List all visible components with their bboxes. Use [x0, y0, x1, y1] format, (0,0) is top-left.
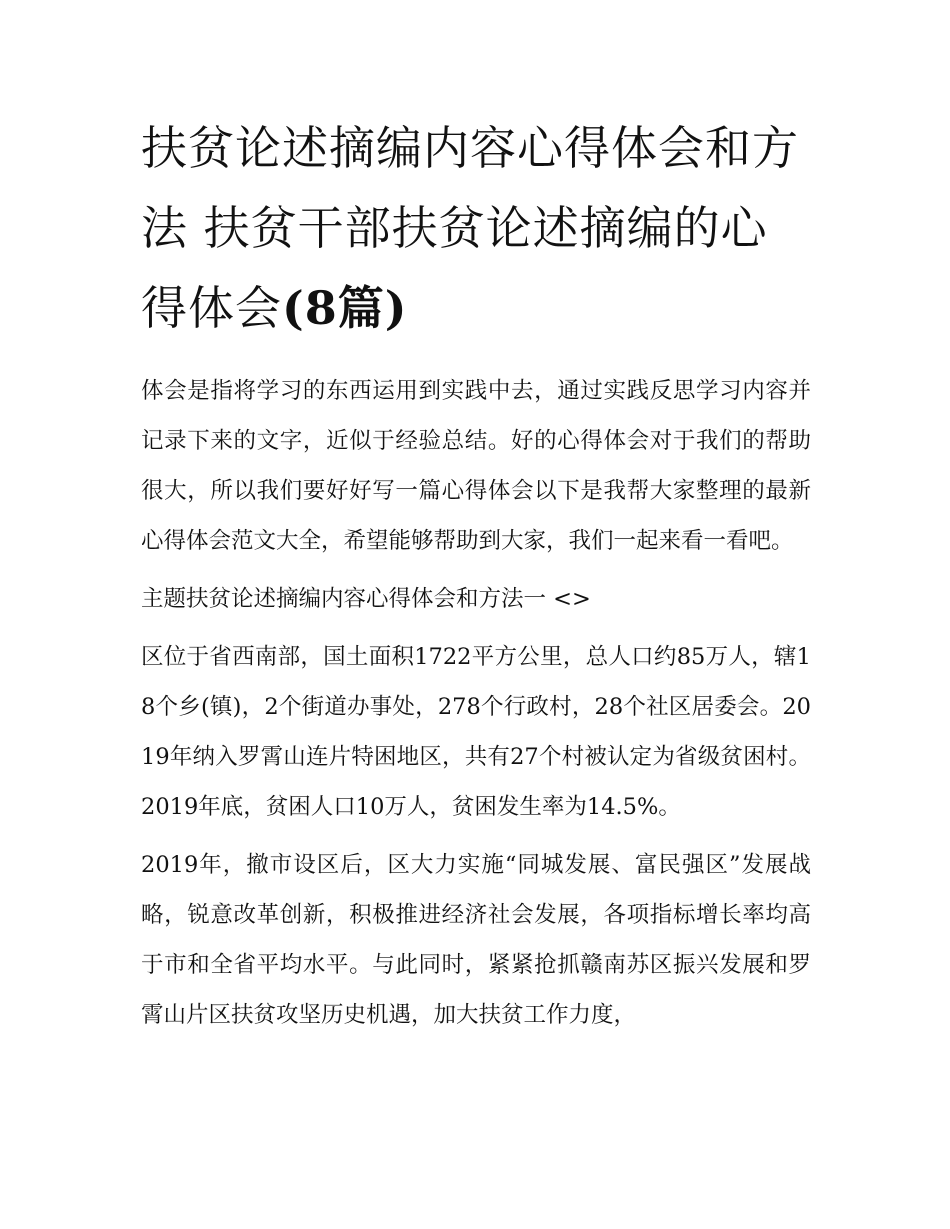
document-title [141, 108, 811, 348]
title-count: (8篇) [282, 281, 408, 335]
intro-paragraph: 体会是指将学习的东西运用到实践中去，通过实践反思学习内容并记录下来的文字，近似于经验总结。好的心得体会对于我们的帮助很大，所以我们要好好写一篇心得体会以下是我帮大家整理的最新心得体会范文大全，希望能够帮助到大家，我们一起来看一看吧。 [141, 378, 811, 554]
body-paragraph-district: 区位于省西南部，国土面积1722平方公里，总人口约85万人，辖18个乡(镇)，2个街道办事处，278个行政村，28个社区居委会。2019年纳入罗霄山连片特困地区，共有27个村被认定为省级贫困村。2019年底，贫困人口10万人，贫困发生率为14.5%。 [141, 644, 811, 820]
section-heading: 主题扶贫论述摘编内容心得体会和方法一 <> [141, 586, 591, 612]
body-paragraph-development: 2019年，撤市设区后，区大力实施“同城发展、富民强区”发展战略，锐意改革创新，积极推进经济社会发展，各项指标增长率均高于市和全省平均水平。与此同时，紧紧抢抓赣南苏区振兴发展和罗霄山片区扶贫攻坚历史机遇，加大扶贫工作力度， [141, 852, 811, 1028]
document-page [141, 108, 811, 1048]
title-main-text: 扶贫论述摘编内容心得体会和方法 扶贫干部扶贫论述摘编的心得体会 [141, 121, 799, 335]
